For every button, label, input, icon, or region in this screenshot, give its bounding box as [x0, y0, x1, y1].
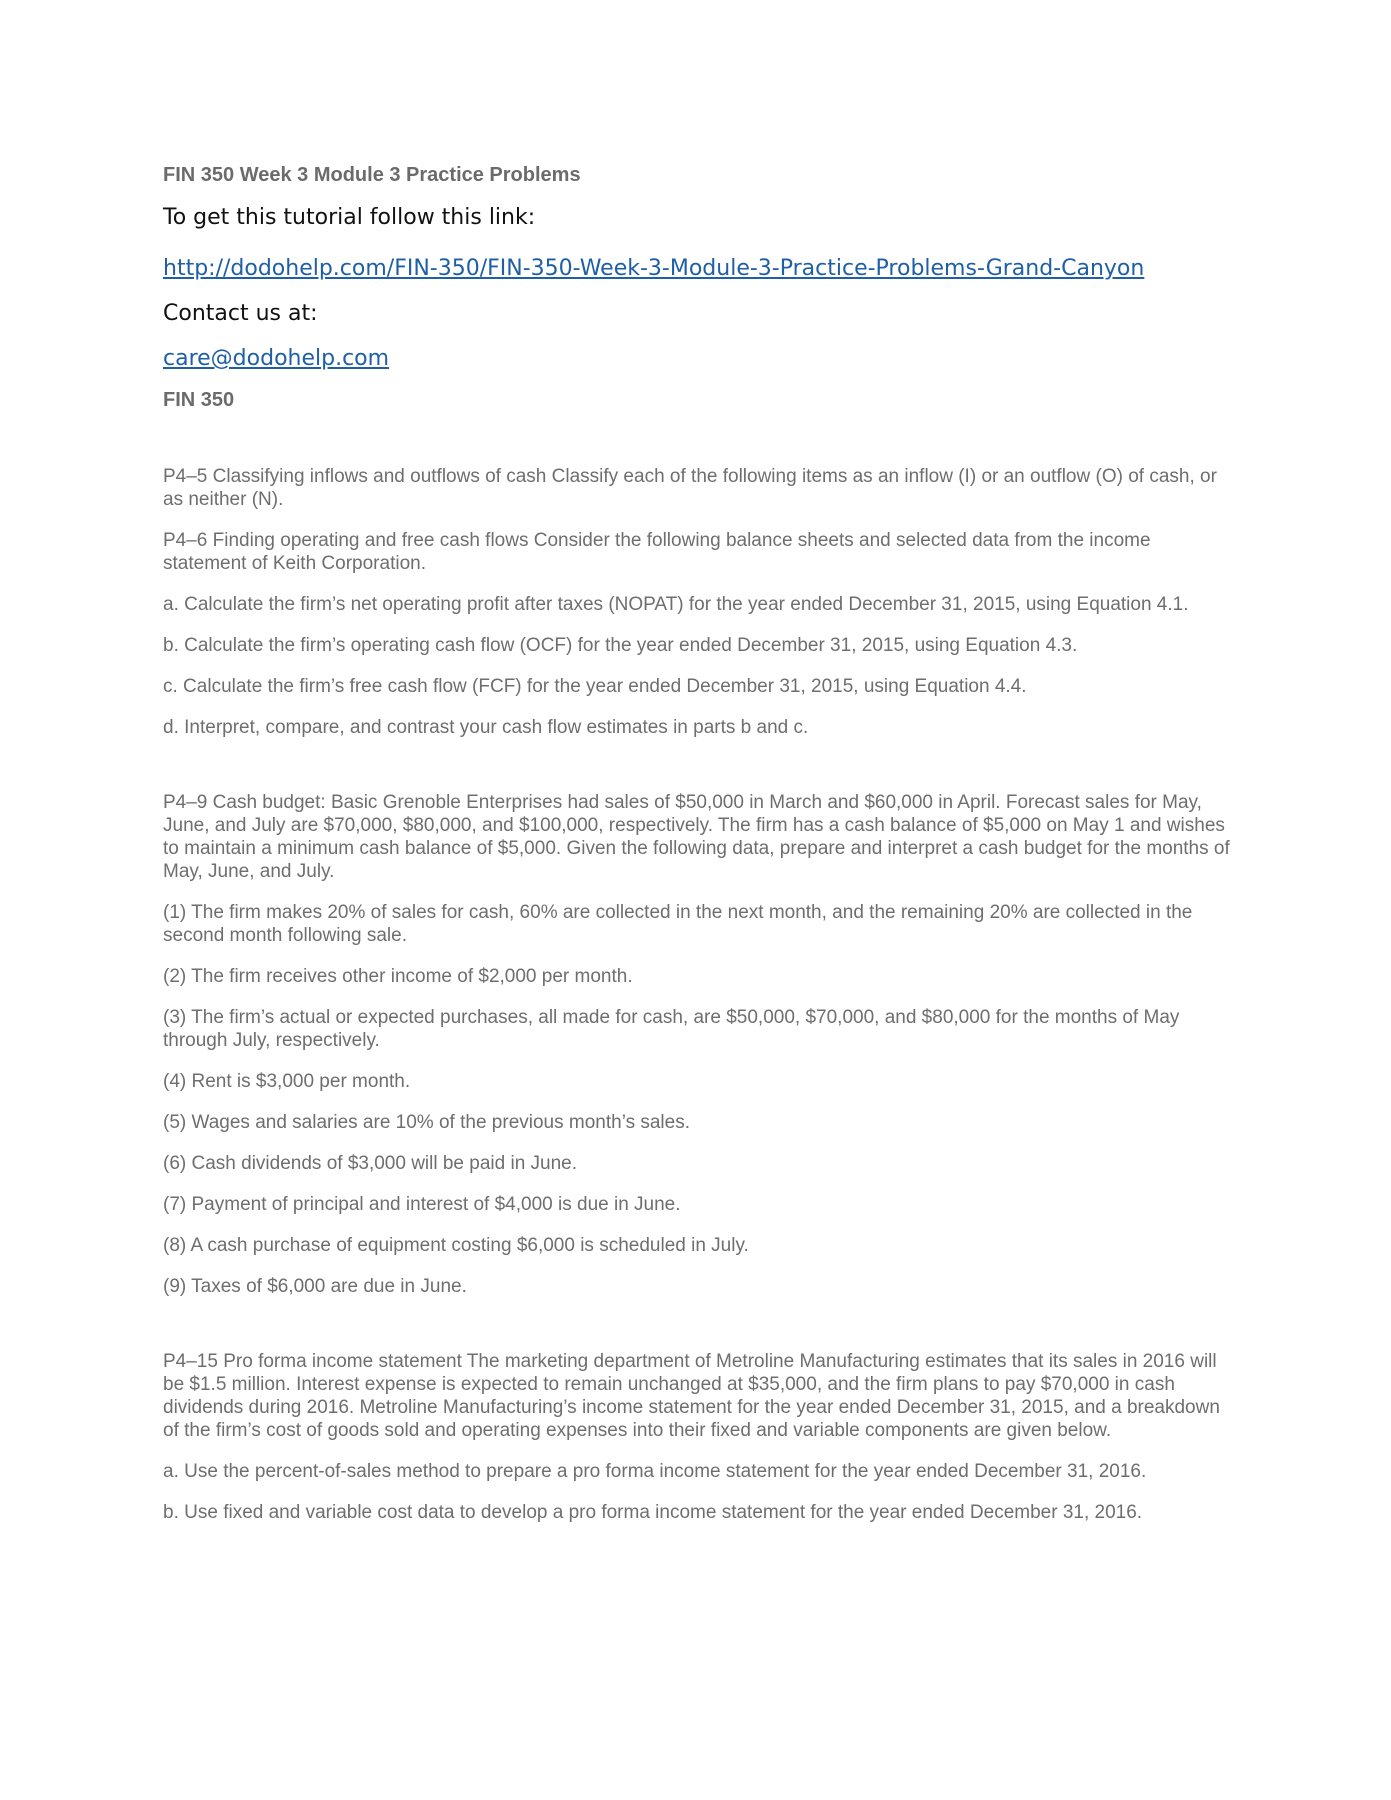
- problem-p4-9-item: (4) Rent is $3,000 per month.: [163, 1071, 411, 1092]
- problem-p4-6-part-b: b. Calculate the firm’s operating cash flow (OCF) for the year ended December 31, 2015, using Equation 4.3.: [163, 635, 1078, 656]
- problem-p4-9-item: (6) Cash dividends of $3,000 will be paid in June.: [163, 1153, 578, 1174]
- course-label: FIN 350: [163, 389, 235, 411]
- tutorial-link[interactable]: http://dodohelp.com/FIN-350/FIN-350-Week-3-Module-3-Practice-Problems-Grand-Canyon: [163, 256, 1145, 281]
- problem-p4-9-item: (1) The firm makes 20% of sales for cash, 60% are collected in the next month, and the remaining 20% are collected in the second month following sale.: [163, 902, 1193, 946]
- problem-p4-15-part-a: a. Use the percent-of-sales method to prepare a pro forma income statement for the year ended December 31, 2016.: [163, 1461, 1147, 1482]
- problem-p4-9-item: (3) The firm’s actual or expected purchases, all made for cash, are $50,000, $70,000, and $80,000 for the months of May through July, respectively.: [163, 1007, 1180, 1051]
- problem-p4-9-item: (5) Wages and salaries are 10% of the previous month’s sales.: [163, 1112, 690, 1133]
- tutorial-prompt: To get this tutorial follow this link:: [163, 205, 536, 230]
- problem-p4-9-intro: P4–9 Cash budget: Basic Grenoble Enterprises had sales of $50,000 in March and $60,000 in April. Forecast sales for May, June, and July are $70,000, $80,000, and $100,000, respectively. The firm has a cash balance of $5,000 on May 1 and wishes to maintain a minimum cash balance of $5,000. Given the following data, prepare and interpret a cash budget for the months of May, June, and July.: [163, 792, 1230, 882]
- contact-email-link[interactable]: care@dodohelp.com: [163, 346, 390, 371]
- problem-p4-6-part-d: d. Interpret, compare, and contrast your cash flow estimates in parts b and c.: [163, 717, 809, 738]
- problem-p4-15-part-b: b. Use fixed and variable cost data to develop a pro forma income statement for the year ended December 31, 2016.: [163, 1502, 1143, 1523]
- problem-p4-6-part-c: c. Calculate the firm’s free cash flow (FCF) for the year ended December 31, 2015, using Equation 4.4.: [163, 676, 1027, 697]
- document-title: FIN 350 Week 3 Module 3 Practice Problems: [163, 164, 581, 186]
- problem-p4-9-item: (9) Taxes of $6,000 are due in June.: [163, 1276, 467, 1297]
- problem-p4-5-intro: P4–5 Classifying inflows and outflows of cash Classify each of the following items as an inflow (I) or an outflow (O) of cash, or as neither (N).: [163, 466, 1217, 510]
- problem-p4-9-item: (2) The firm receives other income of $2,000 per month.: [163, 966, 633, 987]
- problem-p4-9-item: (7) Payment of principal and interest of $4,000 is due in June.: [163, 1194, 681, 1215]
- document-content: [163, 162, 1233, 1524]
- problem-p4-9-item: (8) A cash purchase of equipment costing $6,000 is scheduled in July.: [163, 1235, 749, 1256]
- problem-p4-6-part-a: a. Calculate the firm’s net operating profit after taxes (NOPAT) for the year ended December 31, 2015, using Equation 4.1.: [163, 594, 1189, 615]
- problem-p4-6-intro: P4–6 Finding operating and free cash flows Consider the following balance sheets and selected data from the income statement of Keith Corporation.: [163, 530, 1151, 574]
- contact-prompt: Contact us at:: [163, 301, 318, 326]
- problem-p4-15-intro: P4–15 Pro forma income statement The marketing department of Metroline Manufacturing estimates that its sales in 2016 will be $1.5 million. Interest expense is expected to remain unchanged at $35,000, and the firm plans to pay $70,000 in cash dividends during 2016. Metroline Manufacturing’s income statement for the year ended December 31, 2015, and a breakdown of the firm’s cost of goods sold and operating expenses into their fixed and variable components are given below.: [163, 1351, 1220, 1441]
